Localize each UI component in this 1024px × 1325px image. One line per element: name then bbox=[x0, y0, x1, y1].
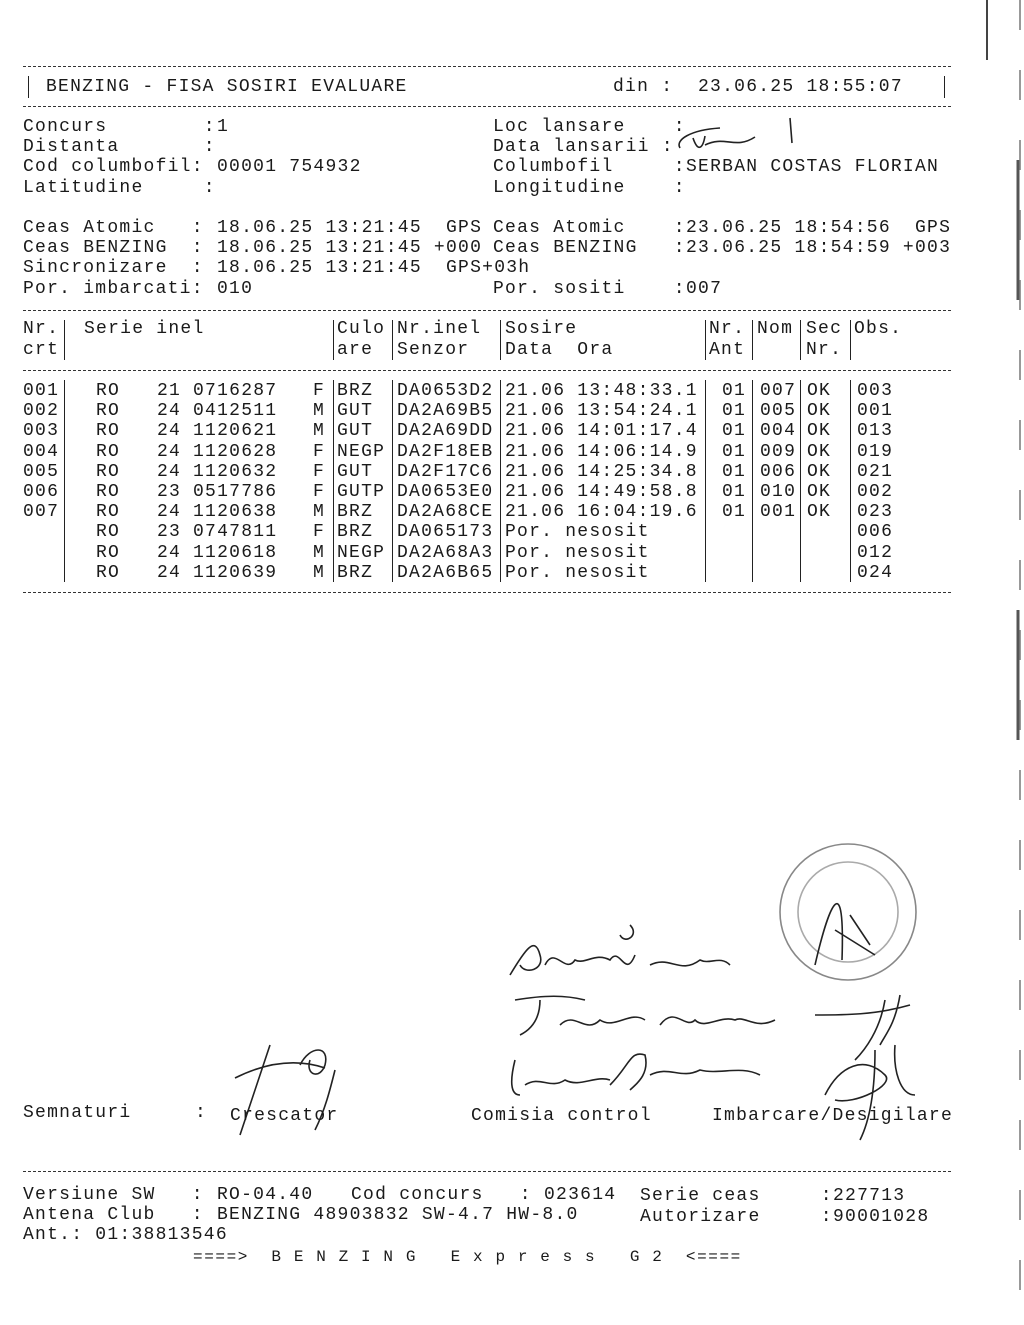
cell-nom: 004 bbox=[760, 421, 797, 442]
info-label: Longitudine : bbox=[493, 178, 686, 198]
cell-an: 21 bbox=[157, 381, 182, 401]
clock-label: Ceas BENZING : bbox=[23, 238, 204, 258]
cell-senzor: DA2A6B65 bbox=[397, 562, 494, 583]
signatures-colon: : bbox=[195, 1103, 208, 1123]
cell-obs: 012 bbox=[857, 542, 894, 563]
cell-obs: 002 bbox=[857, 482, 894, 502]
cell-cul: BRZ bbox=[337, 562, 374, 583]
cell-inel: 1120639 bbox=[193, 562, 278, 583]
cell-inel: 0412511 bbox=[193, 401, 278, 422]
versiune-label: Versiune SW : bbox=[23, 1185, 204, 1205]
col-header-sec-nr: Nr. bbox=[806, 340, 843, 360]
signature-loc-lansare bbox=[679, 118, 792, 148]
clock-label: Ceas BENZING : bbox=[493, 238, 686, 258]
cell-nr: 001 bbox=[23, 381, 60, 401]
cell-sex: M bbox=[313, 562, 326, 583]
cell-an: 23 bbox=[157, 522, 182, 543]
cell-tara: RO bbox=[96, 482, 121, 502]
clock-value: 007 bbox=[686, 279, 723, 299]
cell-sex: F bbox=[313, 522, 326, 543]
cell-ant: 01 bbox=[722, 502, 747, 523]
cell-tara: RO bbox=[96, 542, 121, 563]
cell-senzor: DA2A69DD bbox=[397, 421, 494, 442]
cell-sex: F bbox=[313, 441, 326, 462]
cell-sex: M bbox=[313, 421, 326, 442]
cell-sosire: 21.06 13:54:24.1 bbox=[505, 401, 698, 422]
cell-an: 24 bbox=[157, 562, 182, 583]
cell-an: 24 bbox=[157, 461, 182, 482]
cell-tara: RO bbox=[96, 562, 121, 583]
cell-sex: F bbox=[313, 381, 326, 401]
col-header-culoare-2: are bbox=[337, 340, 374, 360]
cell-an: 24 bbox=[157, 401, 182, 422]
cell-sosire: Por. nesosit bbox=[505, 522, 650, 543]
cell-inel: 1120638 bbox=[193, 502, 278, 523]
divider bbox=[23, 1171, 951, 1172]
cell-tara: RO bbox=[96, 522, 121, 543]
clock-value: 18.06.25 13:21:45 +000 bbox=[217, 238, 483, 258]
cell-inel: 1120632 bbox=[193, 461, 278, 482]
cell-obs: 001 bbox=[857, 401, 894, 422]
cell-obs: 013 bbox=[857, 421, 894, 442]
cell-senzor: DA065173 bbox=[397, 522, 494, 543]
cell-obs: 021 bbox=[857, 461, 894, 482]
imbarcare-label: Imbarcare/Desigilare bbox=[712, 1106, 954, 1126]
cell-inel: 0517786 bbox=[193, 482, 278, 502]
cell-obs: 006 bbox=[857, 522, 894, 543]
cell-sec: OK bbox=[807, 461, 832, 482]
signature-comisia-2 bbox=[515, 996, 775, 1035]
cell-senzor: DA2F17C6 bbox=[397, 461, 494, 482]
col-header-nr-inel: Nr.inel bbox=[397, 319, 482, 339]
col-header-nr-ant: Nr. bbox=[709, 319, 746, 339]
cell-senzor: DA2A68CE bbox=[397, 502, 494, 523]
serie-ceas-label: Serie ceas : bbox=[640, 1186, 833, 1206]
cell-obs: 023 bbox=[857, 502, 894, 523]
col-header-culoare: Culo bbox=[337, 319, 386, 339]
cell-cul: BRZ bbox=[337, 522, 374, 543]
clock-value: 23.06.25 18:54:59 +003 bbox=[686, 238, 952, 258]
col-header-serie: Serie inel bbox=[84, 319, 205, 339]
report-date: 23.06.25 18:55:07 bbox=[698, 77, 903, 97]
cell-an: 24 bbox=[157, 421, 182, 442]
cell-senzor: DA2A69B5 bbox=[397, 401, 494, 422]
stamp-icon bbox=[780, 844, 916, 980]
cell-sec: OK bbox=[807, 381, 832, 401]
comisia-label: Comisia control bbox=[471, 1106, 652, 1126]
cell-sex: M bbox=[313, 502, 326, 523]
cell-sex: F bbox=[313, 461, 326, 482]
cell-nom: 009 bbox=[760, 441, 797, 462]
clock-value: 18.06.25 13:21:45 GPS+03h bbox=[217, 258, 531, 278]
cell-an: 24 bbox=[157, 542, 182, 563]
date-label: din : bbox=[613, 77, 674, 97]
cell-ant: 01 bbox=[722, 421, 747, 442]
cell-inel: 0716287 bbox=[193, 381, 278, 401]
cell-inel: 1120621 bbox=[193, 421, 278, 442]
col-header-nr: Nr. bbox=[23, 319, 60, 339]
clock-label: Ceas Atomic : bbox=[23, 218, 204, 238]
cell-nom: 005 bbox=[760, 401, 797, 422]
cell-sec: OK bbox=[807, 441, 832, 462]
cell-sec: OK bbox=[807, 502, 832, 523]
info-value: 00001 754932 bbox=[217, 157, 362, 177]
cell-inel: 0747811 bbox=[193, 522, 278, 543]
col-header-senzor: Senzor bbox=[397, 340, 470, 360]
info-value: SERBAN COSTAS FLORIAN bbox=[686, 157, 940, 177]
info-label: Loc lansare : bbox=[493, 117, 686, 137]
cell-an: 24 bbox=[157, 502, 182, 523]
cell-sex: M bbox=[313, 401, 326, 422]
cell-sosire: 21.06 14:06:14.9 bbox=[505, 441, 698, 462]
cell-cul: BRZ bbox=[337, 381, 374, 401]
report-title: BENZING - FISA SOSIRI EVALUARE bbox=[46, 77, 408, 97]
cell-sosire: 21.06 16:04:19.6 bbox=[505, 502, 698, 523]
autorizare-label: Autorizare : bbox=[640, 1207, 833, 1227]
cell-sex: M bbox=[313, 542, 326, 563]
cell-sosire: Por. nesosit bbox=[505, 562, 650, 583]
cell-sec: OK bbox=[807, 421, 832, 442]
autorizare-value: 90001028 bbox=[833, 1207, 930, 1227]
cell-tara: RO bbox=[96, 461, 121, 482]
info-value: 1 bbox=[217, 117, 230, 137]
info-label: Latitudine : bbox=[23, 178, 216, 198]
cell-sec: OK bbox=[807, 482, 832, 502]
cell-tara: RO bbox=[96, 381, 121, 401]
cell-cul: GUT bbox=[337, 421, 374, 442]
cell-cul: GUT bbox=[337, 401, 374, 422]
clock-value: 010 bbox=[217, 279, 254, 299]
antena-label: Antena Club : bbox=[23, 1205, 204, 1225]
cell-obs: 024 bbox=[857, 562, 894, 583]
scan-edge bbox=[984, 0, 1024, 1325]
col-header-ant: Ant bbox=[709, 340, 746, 360]
col-header-crt: crt bbox=[23, 340, 60, 360]
col-header-sosire: Sosire bbox=[505, 319, 578, 339]
ant-value: Ant.: 01:38813546 bbox=[23, 1225, 228, 1245]
clock-label: Sincronizare : bbox=[23, 258, 204, 278]
cell-tara: RO bbox=[96, 502, 121, 523]
cell-sosire: 21.06 14:49:58.8 bbox=[505, 482, 698, 502]
cell-nr: 003 bbox=[23, 421, 60, 442]
cell-tara: RO bbox=[96, 401, 121, 422]
cell-cul: GUTP bbox=[337, 482, 386, 502]
cell-sosire: 21.06 14:25:34.8 bbox=[505, 461, 698, 482]
signature-imbarcare-1 bbox=[815, 995, 910, 1060]
crescator-label: Crescator bbox=[230, 1106, 339, 1126]
cell-nr: 004 bbox=[23, 441, 60, 462]
cell-obs: 019 bbox=[857, 441, 894, 462]
cell-an: 24 bbox=[157, 441, 182, 462]
cell-ant: 01 bbox=[722, 381, 747, 401]
cell-senzor: DA0653E0 bbox=[397, 482, 494, 502]
cell-cul: GUT bbox=[337, 461, 374, 482]
info-label: Data lansarii : bbox=[493, 137, 674, 157]
clock-label: Ceas Atomic : bbox=[493, 218, 686, 238]
info-label: Concurs : bbox=[23, 117, 216, 137]
cod-concurs-value: 023614 bbox=[544, 1185, 617, 1205]
benzing-banner: ====> B E N Z I N G E x p r e s s G 2 <==== bbox=[193, 1248, 742, 1266]
col-header-data-ora: Data Ora bbox=[505, 340, 614, 360]
cell-obs: 003 bbox=[857, 381, 894, 401]
cell-senzor: DA2A68A3 bbox=[397, 542, 494, 563]
cell-tara: RO bbox=[96, 441, 121, 462]
info-label: Distanta : bbox=[23, 137, 216, 157]
cod-concurs-label: Cod concurs : bbox=[351, 1185, 532, 1205]
cell-sex: F bbox=[313, 482, 326, 502]
cell-ant: 01 bbox=[722, 441, 747, 462]
clock-value: 23.06.25 18:54:56 GPS bbox=[686, 218, 952, 238]
cell-sosire: 21.06 14:01:17.4 bbox=[505, 421, 698, 442]
col-header-sec: Sec bbox=[806, 319, 843, 339]
clock-label: Por. sositi : bbox=[493, 279, 686, 299]
info-label: Cod columbofil: bbox=[23, 157, 204, 177]
clock-value: 18.06.25 13:21:45 GPS bbox=[217, 218, 483, 238]
cell-sosire: Por. nesosit bbox=[505, 542, 650, 563]
cell-nr: 005 bbox=[23, 461, 60, 482]
antena-value: BENZING 48903832 SW-4.7 HW-8.0 bbox=[217, 1205, 579, 1225]
cell-nr: 006 bbox=[23, 482, 60, 502]
signatures-label: Semnaturi bbox=[23, 1103, 132, 1123]
cell-nr: 007 bbox=[23, 502, 60, 523]
cell-ant: 01 bbox=[722, 401, 747, 422]
cell-inel: 1120618 bbox=[193, 542, 278, 563]
cell-nom: 006 bbox=[760, 461, 797, 482]
col-header-obs: Obs. bbox=[854, 319, 903, 339]
serie-ceas-value: 227713 bbox=[833, 1186, 906, 1206]
cell-sosire: 21.06 13:48:33.1 bbox=[505, 381, 698, 401]
cell-inel: 1120628 bbox=[193, 441, 278, 462]
cell-an: 23 bbox=[157, 482, 182, 502]
cell-cul: NEGP bbox=[337, 441, 386, 462]
signature-comisia-3 bbox=[512, 1054, 760, 1095]
cell-ant: 01 bbox=[722, 461, 747, 482]
versiune-value: RO-04.40 bbox=[217, 1185, 314, 1205]
cell-sec: OK bbox=[807, 401, 832, 422]
cell-nom: 007 bbox=[760, 381, 797, 401]
cell-senzor: DA0653D2 bbox=[397, 381, 494, 401]
cell-nom: 001 bbox=[760, 502, 797, 523]
signature-comisia-1 bbox=[510, 925, 730, 975]
cell-cul: BRZ bbox=[337, 502, 374, 523]
cell-senzor: DA2F18EB bbox=[397, 441, 494, 462]
cell-nom: 010 bbox=[760, 482, 797, 502]
info-label: Columbofil : bbox=[493, 157, 686, 177]
cell-ant: 01 bbox=[722, 482, 747, 502]
col-header-nom: Nom bbox=[757, 319, 794, 339]
cell-tara: RO bbox=[96, 421, 121, 442]
cell-nr: 002 bbox=[23, 401, 60, 422]
cell-cul: NEGP bbox=[337, 542, 386, 563]
clock-label: Por. imbarcati: bbox=[23, 279, 204, 299]
